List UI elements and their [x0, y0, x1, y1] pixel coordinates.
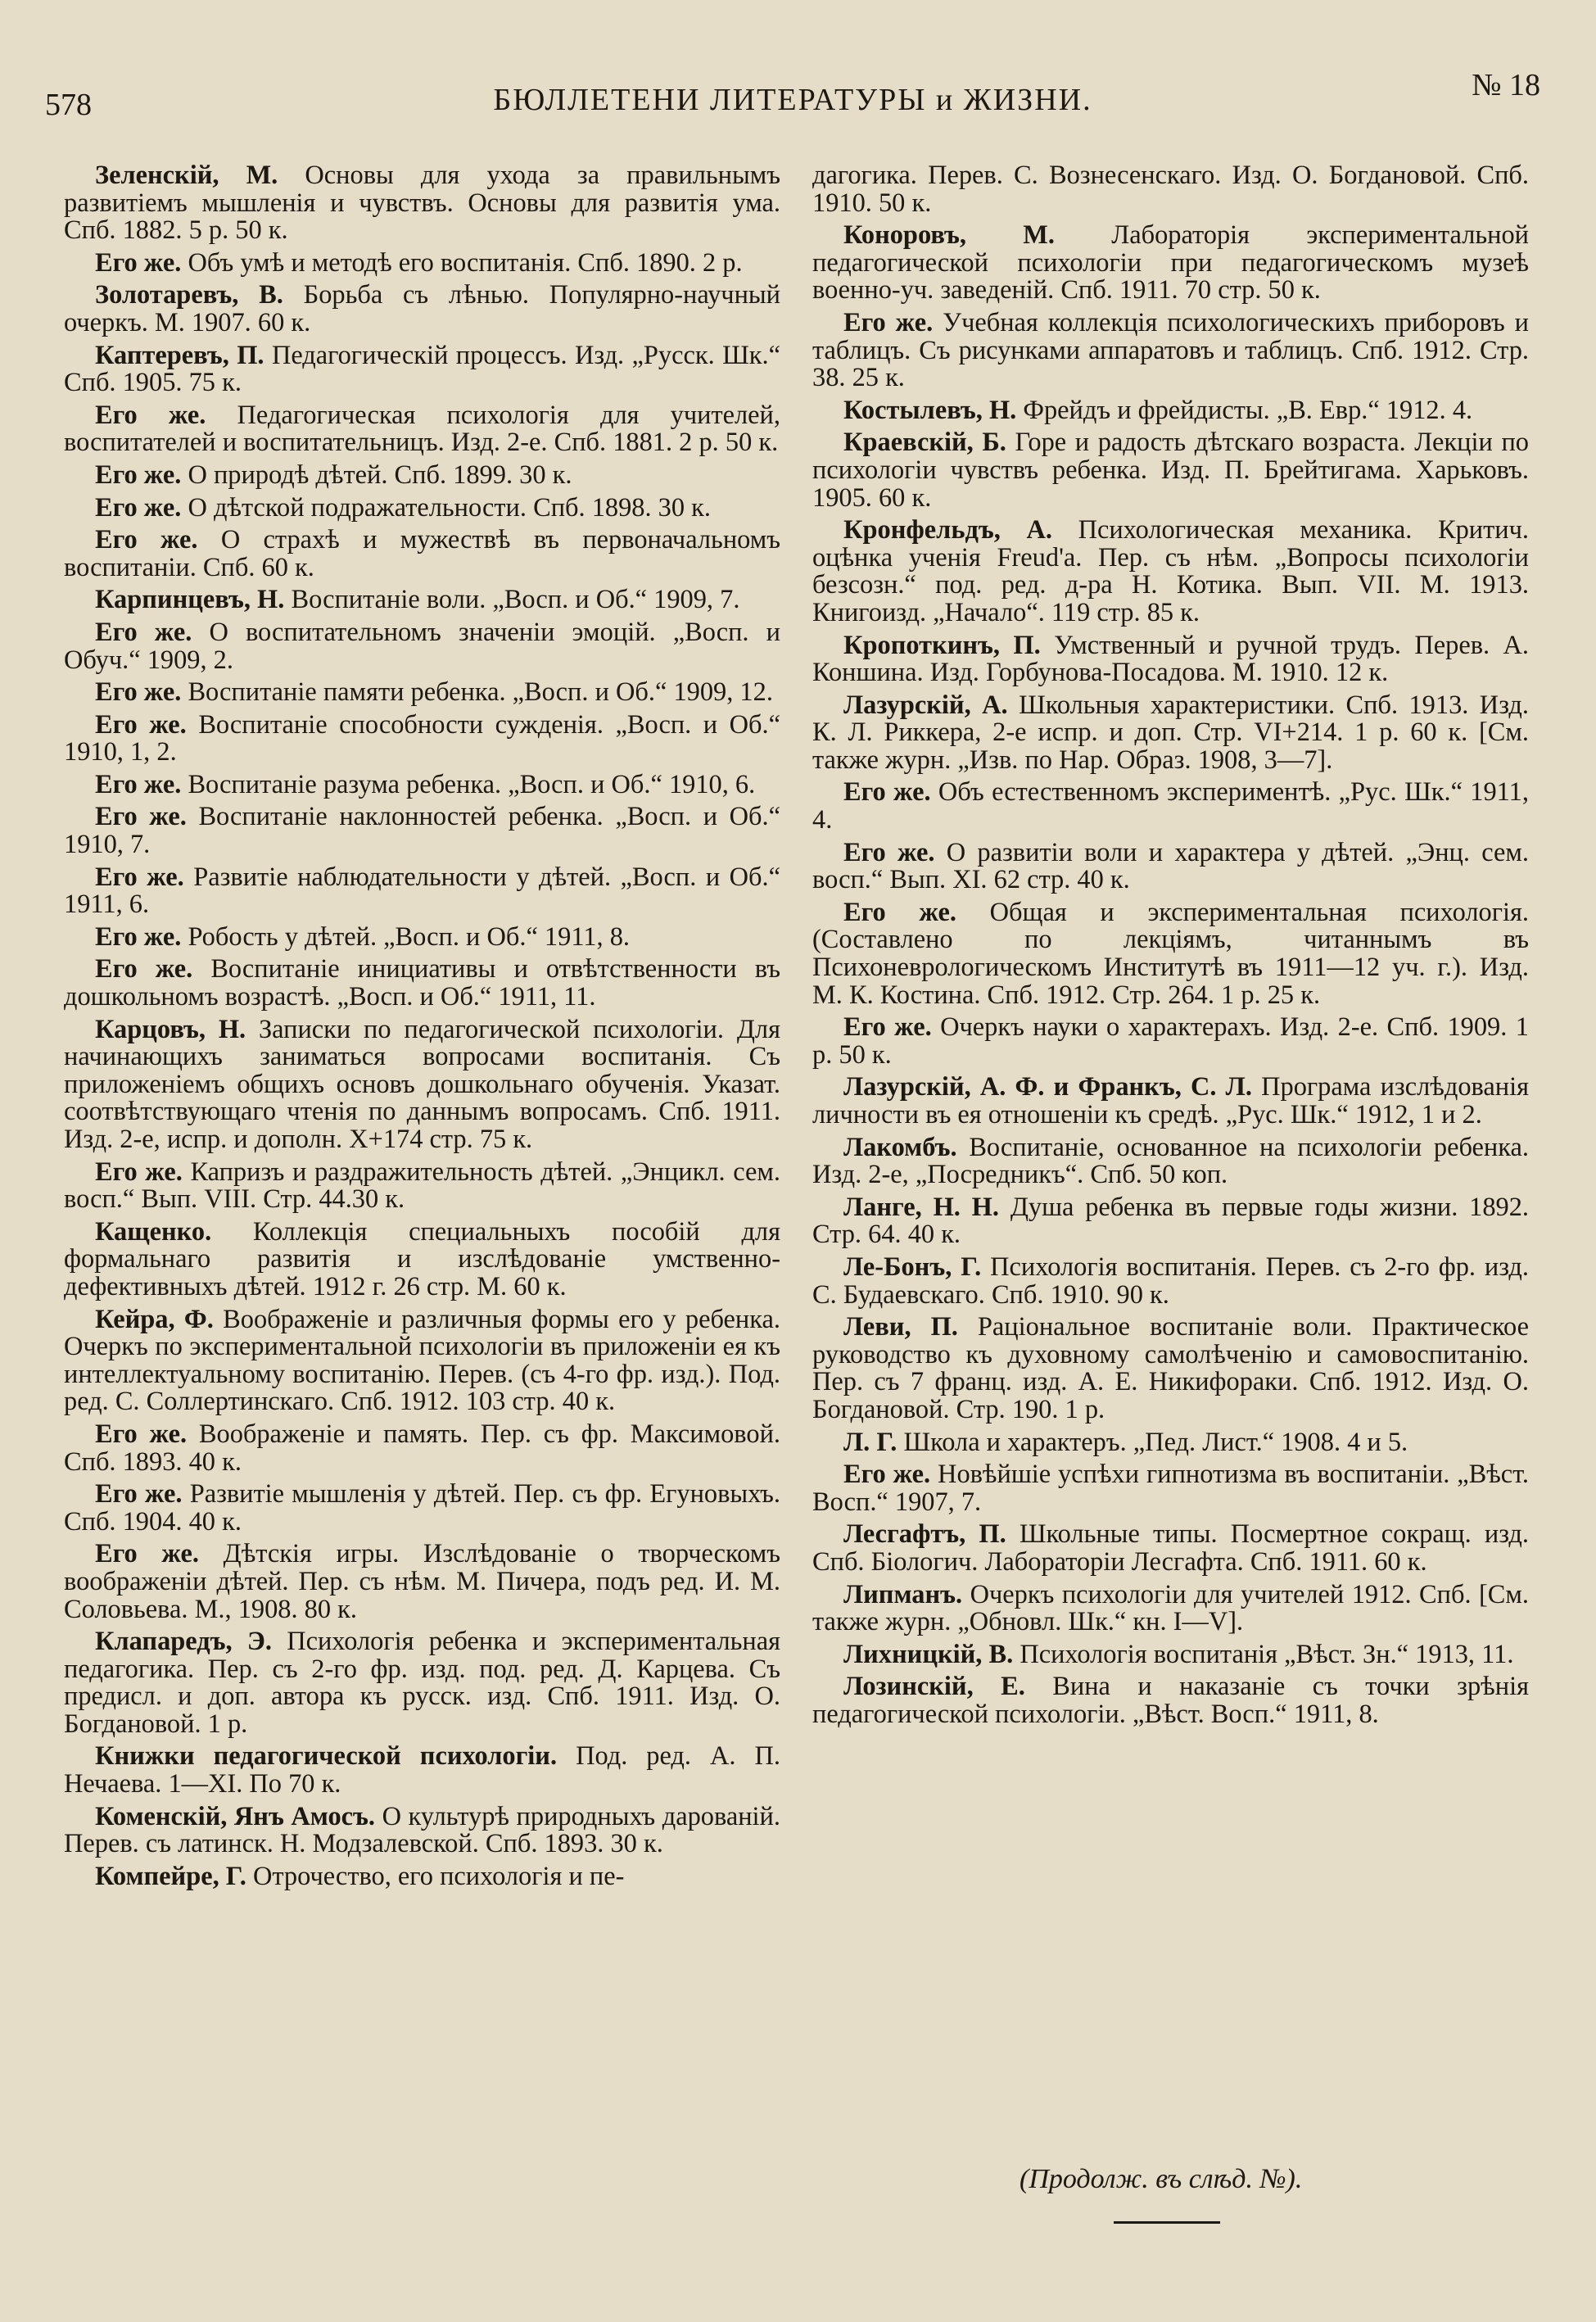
entry-text: Раціональное воспитаніе воли. Практическое руководство къ духовному самолѣченію и самовоспитанію. Пер. съ 7 франц. изд. А. Е. Никифораки. Спб. 1912. Изд. О. Богдановой. Стр. 190. 1 р. — [812, 1312, 1529, 1424]
bibliography-entry — [812, 1521, 1529, 1576]
entry-author: Кащенко. — [95, 1216, 212, 1247]
bibliography-entry — [64, 1743, 780, 1798]
bibliography-entry — [812, 1314, 1529, 1424]
entry-author: Костылевъ, Н. — [843, 395, 1017, 425]
end-rule — [1114, 2221, 1220, 2224]
entry-author: Лакомбъ. — [843, 1132, 957, 1162]
bibliography-entry — [812, 1014, 1529, 1069]
bibliography-entry — [812, 632, 1529, 687]
left-column — [64, 162, 780, 1895]
bibliography-entry — [812, 1429, 1529, 1457]
entry-author: Его же. — [95, 921, 182, 952]
entry-author: Ле-Бонъ, Г. — [843, 1252, 982, 1282]
entry-text: Лабораторія экспериментальной педагогической психологіи при педагогическомъ музеѣ военно-уч. заведеній. Спб. 1911. 70 стр. 50 к. — [812, 220, 1529, 306]
entry-text: Школьные типы. Посмертное сокращ. изд. Спб. Біологич. Лабораторіи Лесгафта. Спб. 1911. 60 к. — [812, 1519, 1529, 1577]
entry-author: Его же. — [95, 617, 192, 647]
bibliography-entry — [812, 692, 1529, 775]
entry-text: О природѣ дѣтей. Спб. 1899. 30 к. — [188, 459, 572, 490]
entry-author: Его же. — [95, 1539, 199, 1569]
bibliography-entry — [64, 586, 780, 614]
bibliography-entry — [64, 679, 780, 707]
bibliography-entry — [64, 619, 780, 674]
entry-author: Его же. — [95, 709, 187, 740]
bibliography-entry — [64, 162, 780, 245]
entry-text: Психологія воспитанія „Вѣст. Зн.“ 1913, 11. — [1020, 1639, 1514, 1669]
bibliography-entry — [812, 1134, 1529, 1189]
entry-text: Педагогическій процессъ. Изд. „Русск. Шк.“ Спб. 1905. 75 к. — [64, 340, 780, 398]
bibliography-entry — [812, 899, 1529, 1009]
bibliography-entry — [64, 1481, 780, 1536]
bibliography-entry — [64, 1306, 780, 1416]
bibliography-entry — [64, 1016, 780, 1154]
entry-text: Учебная коллекція психологическихъ приборовъ и таблицъ. Съ рисунками аппаратовъ и таблицъ. Спб. 1912. Стр. 38. 25 к. — [812, 307, 1529, 393]
entry-author: Его же. — [95, 1419, 188, 1449]
entry-text: Воспитаніе наклонностей ребенка. „Восп. и Об.“ 1910, 7. — [64, 802, 780, 860]
bibliography-entry — [812, 162, 1529, 217]
bibliography-entry — [812, 307, 1529, 393]
entry-text: Основы для ухода за правильнымъ развитіемъ мышленія и чувствъ. Основы для развитія ума. Спб. 1882. 5 р. 50 к. — [64, 161, 780, 246]
entry-author: Его же. — [95, 954, 193, 984]
bibliography-entry — [812, 1194, 1529, 1249]
entry-text: Школьныя характеристики. Спб. 1913. Изд. К. Л. Риккера, 2-е испр. и доп. Стр. VI+214. 1 р. 60 к. [См. также журн. „Изв. по Нар. Образ. 1908, 3—7]. — [812, 690, 1529, 775]
bibliography-entry — [812, 517, 1529, 627]
bibliography-entry — [64, 709, 781, 767]
entry-text: Воображеніе и различныя формы его у ребенка. Очеркъ по экспериментальной психологіи въ приложеніи ея къ интеллектуальному воспитанію. Перев. (съ 4-го фр. изд.). Под. ред. С. Соллертинскаго. Спб. 1912. 103 стр. 40 к. — [64, 1304, 780, 1417]
entry-text: Воспитаніе разума ребенка. „Восп. и Об.“ 1910, 6. — [188, 769, 756, 799]
bibliography-entry — [812, 1254, 1529, 1309]
entry-text: дагогика. Перев. С. Вознесенскаго. Изд. О. Богдановой. Спб. 1910. 50 к. — [812, 161, 1529, 218]
entry-author: Клапаредъ, Э. — [95, 1627, 272, 1657]
entry-author: Книжки педагогической психологіи. — [95, 1741, 558, 1772]
entry-text: Воспитаніе способности сужденія. „Восп. и Об.“ 1910, 1, 2. — [64, 709, 781, 767]
entry-text: Горе и радость дѣтскаго возраста. Лекціи по психологіи чувствъ ребенка. Изд. П. Брейтигама. Харьковъ. 1905. 60 к. — [812, 428, 1529, 513]
entry-author: Лазурскій, А. Ф. и Франкъ, С. Л. — [843, 1072, 1252, 1102]
bibliography-entry — [64, 803, 780, 858]
right-column — [812, 162, 1529, 1733]
entry-text: Борьба съ лѣнью. Популярно-научный очеркъ. М. 1907. 60 к. — [64, 280, 780, 337]
entry-text: Школа и характеръ. „Пед. Лист.“ 1908. 4 и 5. — [903, 1427, 1408, 1457]
entry-author: Липманъ. — [843, 1579, 963, 1609]
entry-author: Его же. — [95, 677, 182, 708]
entry-author: Его же. — [95, 1479, 183, 1510]
bibliography-entry — [64, 921, 780, 952]
entry-author: Его же. — [843, 307, 934, 337]
entry-text: Психологія воспитанія. Перев. съ 2-го фр. изд. С. Будаевскаго. Спб. 1910. 90 к. — [812, 1252, 1529, 1310]
running-title: БЮЛЛЕТЕНИ ЛИТЕРАТУРЫ и ЖИЗНИ. — [493, 83, 1092, 117]
bibliography-entry — [812, 1641, 1529, 1669]
entry-author: Золотаревъ, В. — [95, 280, 283, 310]
entry-text: О воспитательномъ значеніи эмоцій. „Восп. и Обуч.“ 1909, 2. — [64, 617, 780, 675]
entry-text: Очеркъ науки о характерахъ. Изд. 2-е. Спб. 1909. 1 р. 50 к. — [812, 1012, 1529, 1070]
entry-author: Зеленскій, М. — [95, 161, 278, 190]
bibliography-entry — [64, 527, 780, 582]
bibliography-entry — [64, 342, 780, 397]
entry-author: Его же. — [843, 837, 935, 867]
entry-author: Краевскій, Б. — [843, 428, 1006, 458]
entry-author: Кейра, Ф. — [95, 1304, 214, 1334]
entry-text: Психологія ребенка и экспериментальная педагогика. Пер. съ 2-го фр. изд. под. ред. Д. Карцева. Съ предисл. и доп. автора къ русск. изд. Спб. 1911. Изд. О. Богдановой. 1 р. — [64, 1627, 780, 1739]
entry-author: Его же. — [95, 525, 198, 555]
entry-text: Развитіе мышленія у дѣтей. Пер. съ фр. Егуновыхъ. Спб. 1904. 40 к. — [64, 1479, 780, 1537]
entry-author: Его же. — [95, 492, 182, 523]
entry-text: Психологическая механика. Критич. оцѣнка ученія Freud'а. Пер. съ нѣм. „Вопросы психологіи безсозн.“ под. ред. д-ра Н. Котика. Вып. VII. М. 1913. Книгоизд. „Начало“. 119 стр. 85 к. — [812, 515, 1529, 627]
bibliography-entry — [64, 402, 780, 457]
bibliography-entry — [64, 247, 780, 278]
entry-author: Коноровъ, М. — [843, 220, 1055, 251]
entry-text: Объ умѣ и методѣ его воспитанія. Спб. 1890. 2 р. — [188, 247, 743, 278]
bibliography-entry — [812, 397, 1529, 425]
entry-text: Коллекція специальныхъ пособій для формальнаго развитія и изслѣдованіе умственно-дефективныхъ дѣтей. 1912 г. 26 стр. М. 60 к. — [64, 1216, 780, 1301]
entry-text: О дѣтской подражательности. Спб. 1898. 30 к. — [188, 492, 711, 523]
entry-text: Общая и экспериментальная психологія. (Составлено по лекціямъ, читаннымъ въ Психоневрологическомъ Институтѣ въ 1911—12 уч. г.). Изд. М. К. Костина. Спб. 1912. Стр. 264. 1 р. 25 к. — [812, 897, 1529, 1010]
bibliography-entry — [64, 492, 780, 523]
bibliography-entry — [812, 1673, 1529, 1728]
entry-author: Его же. — [95, 400, 206, 430]
entry-author: Его же. — [843, 897, 956, 927]
entry-author: Лазурскій, А. — [843, 690, 1008, 720]
entry-text: Душа ребенка въ первые годы жизни. 1892. Стр. 64. 40 к. — [812, 1192, 1529, 1250]
bibliography-entry — [64, 1628, 780, 1738]
entry-text: Очеркъ психологіи для учителей 1912. Спб. [См. также журн. „Обновл. Шк.“ кн. I—V]. — [812, 1579, 1529, 1637]
bibliography-entry — [64, 864, 780, 919]
bibliography-entry — [64, 1421, 780, 1476]
bibliography-entry — [812, 1074, 1529, 1129]
entry-author: Его же. — [843, 777, 931, 808]
bibliography-entry — [812, 1579, 1529, 1637]
bibliography-entry — [64, 1541, 780, 1623]
entry-author: Карцовъ, Н. — [95, 1014, 246, 1044]
entry-author: Его же. — [95, 247, 182, 278]
bibliography-entry — [812, 1461, 1529, 1516]
entry-text: Развитіе наблюдательности у дѣтей. „Восп. и Об.“ 1911, 6. — [64, 862, 780, 920]
entry-author: Леви, П. — [843, 1312, 958, 1342]
entry-text: Дѣтскія игры. Изслѣдованіе о творческомъ воображеніи дѣтей. Пер. съ нѣм. М. Пичера, подъ ред. И. М. Соловьева. М., 1908. 80 к. — [64, 1539, 780, 1624]
entry-author: Его же. — [843, 1460, 931, 1490]
entry-text: Умственный и ручной трудъ. Перев. А. Коншина. Изд. Горбунова-Посадова. М. 1910. 12 к. — [812, 630, 1529, 688]
entry-author: Компейре, Г. — [95, 1861, 246, 1891]
bibliography-entry — [812, 837, 1529, 895]
entry-text: Воображеніе и память. Пер. съ фр. Максимовой. Спб. 1893. 40 к. — [64, 1419, 781, 1477]
entry-text: Под. ред. А. П. Нечаева. 1—XI. По 70 к. — [64, 1741, 780, 1799]
entry-author: Лесгафтъ, П. — [843, 1519, 1006, 1550]
bibliography-entry — [812, 429, 1529, 512]
entry-text: Воспитаніе воли. „Восп. и Об.“ 1909, 7. — [291, 585, 740, 615]
entry-text: Отрочество, его психологія и пе- — [252, 1861, 625, 1891]
entry-text: Програма изслѣдованія личности въ ея отношеніи къ средѣ. „Рус. Шк.“ 1912, 1 и 2. — [812, 1072, 1529, 1129]
entry-text: Воспитаніе памяти ребенка. „Восп. и Об.“ 1909, 12. — [188, 677, 773, 708]
entry-author: Его же. — [95, 459, 182, 490]
entry-text: Фрейдъ и фрейдисты. „В. Евр.“ 1912. 4. — [1023, 395, 1473, 425]
page-number: 578 — [45, 88, 92, 122]
entry-text: О развитіи воли и характера у дѣтей. „Энц. сем. восп.“ Вып. XI. 62 стр. 40 к. — [812, 837, 1529, 895]
entry-text: Объ естественномъ экспериментѣ. „Рус. Шк.“ 1911, 4. — [812, 777, 1529, 835]
continuation-note: (Продолж. въ слѣд. №). — [1020, 2164, 1303, 2194]
bibliography-entry — [64, 282, 780, 337]
entry-text: Робость у дѣтей. „Восп. и Об.“ 1911, 8. — [188, 921, 630, 952]
entry-author: Его же. — [95, 769, 182, 799]
bibliography-entry — [64, 1216, 780, 1301]
bibliography-entry — [64, 1801, 780, 1859]
entry-text: Педагогическая психологія для учителей, воспитателей и воспитательницъ. Изд. 2-е. Спб. 1881. 2 р. 50 к. — [64, 400, 780, 458]
entry-author: Лихницкій, В. — [843, 1639, 1014, 1669]
entry-text: Новѣйшіе успѣхи гипнотизма въ воспитаніи. „Вѣст. Восп.“ 1907, 7. — [812, 1460, 1529, 1517]
entry-author: Ланге, Н. Н. — [843, 1192, 999, 1222]
entry-text: Записки по педагогической психологіи. Для начинающихъ заниматься вопросами воспитанія. Съ приложеніемъ общихъ основъ дошкольнаго обученія. Указат. соотвѣтствующаго чтенія по даннымъ вопросамъ. Спб. 1911. Изд. 2-е, испр. и дополн. X+174 стр. 75 к. — [64, 1014, 780, 1154]
bibliography-entry — [812, 222, 1529, 305]
entry-text: Вина и наказаніе съ точки зрѣнія педагогической психологіи. „Вѣст. Восп.“ 1911, 8. — [812, 1672, 1529, 1729]
entry-text: Воспитаніе инициативы и отвѣтственности въ дошкольномъ возрастѣ. „Восп. и Об.“ 1911, 11. — [64, 954, 780, 1012]
page-header — [45, 64, 1540, 121]
bibliography-entry — [64, 459, 780, 490]
entry-text: О страхѣ и мужествѣ въ первоначальномъ воспитаніи. Спб. 60 к. — [64, 525, 780, 582]
entry-author: Кронфельдъ, А. — [843, 515, 1052, 545]
entry-author: Коменскій, Янъ Амосъ. — [95, 1801, 375, 1831]
entry-text: Капризъ и раздражительность дѣтей. „Энцикл. сем. восп.“ Вып. VIII. Стр. 44.30 к. — [64, 1156, 780, 1215]
entry-author: Его же. — [843, 1012, 932, 1043]
entry-author: Его же. — [95, 1156, 183, 1187]
bibliography-entry — [64, 1156, 780, 1215]
entry-text: О культурѣ природныхъ дарованій. Перев. съ латинск. Н. Модзалевской. Спб. 1893. 30 к. — [64, 1801, 780, 1859]
entry-author: Карпинцевъ, Н. — [95, 585, 285, 615]
entry-author: Каптеревъ, П. — [95, 340, 264, 370]
entry-author: Кропоткинъ, П. — [843, 630, 1041, 660]
bibliography-entry — [64, 1863, 780, 1891]
bibliography-entry — [812, 779, 1529, 834]
entry-author: Лозинскій, Е. — [843, 1672, 1025, 1702]
issue-number: № 18 — [1472, 68, 1540, 102]
entry-author: Его же. — [95, 802, 187, 832]
bibliography-entry — [64, 769, 780, 799]
entry-author: Его же. — [95, 862, 184, 892]
bibliography-entry — [64, 956, 780, 1011]
entry-text: Воспитаніе, основанное на психологіи ребенка. Изд. 2-е, „Посредникъ“. Спб. 50 коп. — [812, 1132, 1529, 1190]
entry-author: Л. Г. — [843, 1427, 897, 1457]
